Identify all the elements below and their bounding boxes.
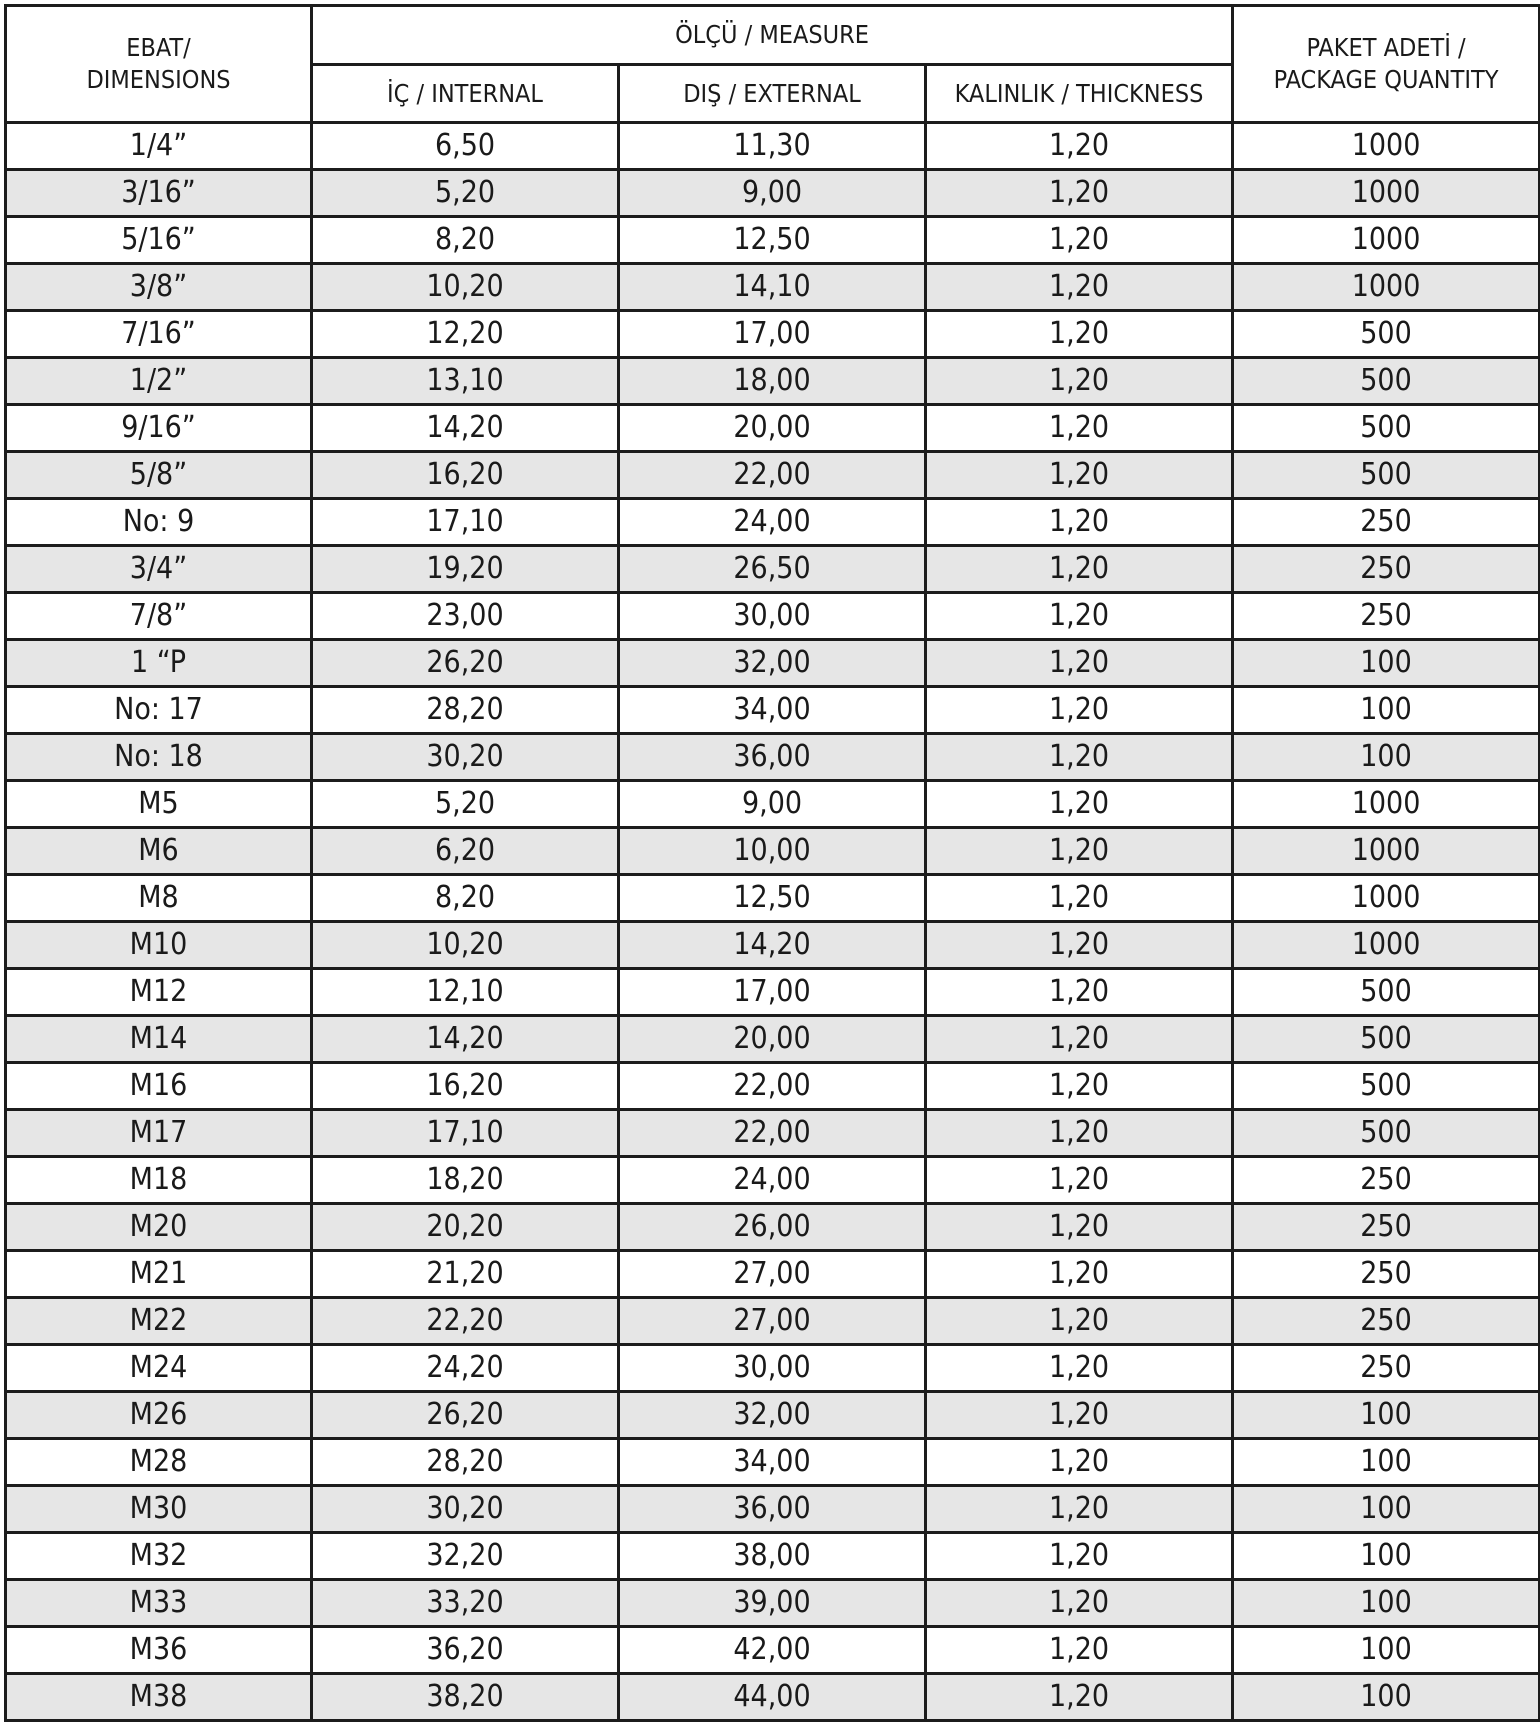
external-cell: 38,00 [619, 1533, 926, 1580]
header-external: DIŞ / EXTERNAL [619, 65, 926, 123]
thickness-cell: 1,20 [926, 264, 1233, 311]
external-cell: 22,00 [619, 452, 926, 499]
table-row [6, 734, 1540, 781]
table-row [6, 1298, 1540, 1345]
dimension-cell: 1 “P [6, 640, 312, 687]
header-measure: ÖLÇÜ / MEASURE [312, 6, 1233, 65]
external-cell: 22,00 [619, 1063, 926, 1110]
thickness-cell: 1,20 [926, 1392, 1233, 1439]
dimension-cell: M6 [6, 828, 312, 875]
external-cell: 34,00 [619, 687, 926, 734]
internal-cell: 38,20 [312, 1674, 619, 1721]
internal-cell: 16,20 [312, 452, 619, 499]
table-row [6, 1486, 1540, 1533]
external-cell: 32,00 [619, 1392, 926, 1439]
external-cell: 18,00 [619, 358, 926, 405]
thickness-cell: 1,20 [926, 123, 1233, 170]
package-quantity-cell: 1000 [1233, 264, 1540, 311]
dimension-cell: M26 [6, 1392, 312, 1439]
thickness-cell: 1,20 [926, 1063, 1233, 1110]
header-package-quantity [1233, 6, 1540, 123]
dimension-cell: M8 [6, 875, 312, 922]
dimension-cell: M5 [6, 781, 312, 828]
table-row [6, 1439, 1540, 1486]
internal-cell: 12,10 [312, 969, 619, 1016]
internal-cell: 8,20 [312, 875, 619, 922]
external-cell: 10,00 [619, 828, 926, 875]
internal-cell: 17,10 [312, 1110, 619, 1157]
package-quantity-cell: 100 [1233, 687, 1540, 734]
internal-cell: 36,20 [312, 1627, 619, 1674]
internal-cell: 32,20 [312, 1533, 619, 1580]
internal-cell: 14,20 [312, 405, 619, 452]
package-quantity-cell: 1000 [1233, 828, 1540, 875]
dimension-cell: M32 [6, 1533, 312, 1580]
package-quantity-cell: 250 [1233, 1345, 1540, 1392]
thickness-cell: 1,20 [926, 217, 1233, 264]
external-cell: 12,50 [619, 875, 926, 922]
thickness-cell: 1,20 [926, 1157, 1233, 1204]
external-cell: 22,00 [619, 1110, 926, 1157]
external-cell: 20,00 [619, 1016, 926, 1063]
thickness-cell: 1,20 [926, 875, 1233, 922]
package-quantity-cell: 250 [1233, 1251, 1540, 1298]
package-quantity-cell: 100 [1233, 1674, 1540, 1721]
dimension-cell: M17 [6, 1110, 312, 1157]
package-quantity-cell: 500 [1233, 452, 1540, 499]
package-quantity-cell: 1000 [1233, 123, 1540, 170]
internal-cell: 8,20 [312, 217, 619, 264]
package-quantity-cell: 100 [1233, 1439, 1540, 1486]
package-quantity-cell: 250 [1233, 499, 1540, 546]
thickness-cell: 1,20 [926, 170, 1233, 217]
package-quantity-cell: 500 [1233, 405, 1540, 452]
thickness-cell: 1,20 [926, 1016, 1233, 1063]
dimension-cell: M21 [6, 1251, 312, 1298]
package-quantity-cell: 100 [1233, 640, 1540, 687]
external-cell: 14,10 [619, 264, 926, 311]
table-row [6, 1674, 1540, 1721]
dimension-cell: M24 [6, 1345, 312, 1392]
internal-cell: 18,20 [312, 1157, 619, 1204]
package-quantity-cell: 500 [1233, 1110, 1540, 1157]
package-quantity-cell: 100 [1233, 1533, 1540, 1580]
thickness-cell: 1,20 [926, 1674, 1233, 1721]
package-quantity-cell: 500 [1233, 358, 1540, 405]
header-internal: İÇ / INTERNAL [312, 65, 619, 123]
table-row [6, 1392, 1540, 1439]
thickness-cell: 1,20 [926, 358, 1233, 405]
table-row [6, 640, 1540, 687]
table-row [6, 1157, 1540, 1204]
internal-cell: 26,20 [312, 1392, 619, 1439]
package-quantity-cell: 1000 [1233, 922, 1540, 969]
package-quantity-cell: 1000 [1233, 875, 1540, 922]
dimension-cell: M14 [6, 1016, 312, 1063]
dimension-cell: M38 [6, 1674, 312, 1721]
external-cell: 11,30 [619, 123, 926, 170]
external-cell: 30,00 [619, 1345, 926, 1392]
external-cell: 26,50 [619, 546, 926, 593]
external-cell: 44,00 [619, 1674, 926, 1721]
dimension-cell: No: 17 [6, 687, 312, 734]
external-cell: 24,00 [619, 499, 926, 546]
table-row [6, 828, 1540, 875]
dimension-cell: 5/16” [6, 217, 312, 264]
thickness-cell: 1,20 [926, 781, 1233, 828]
internal-cell: 10,20 [312, 922, 619, 969]
internal-cell: 13,10 [312, 358, 619, 405]
thickness-cell: 1,20 [926, 546, 1233, 593]
package-quantity-cell: 1000 [1233, 170, 1540, 217]
package-quantity-cell: 250 [1233, 1298, 1540, 1345]
dimension-cell: 3/4” [6, 546, 312, 593]
dimension-cell: M33 [6, 1580, 312, 1627]
header-dimensions-line-1: EBAT/ [126, 33, 191, 62]
thickness-cell: 1,20 [926, 311, 1233, 358]
internal-cell: 30,20 [312, 1486, 619, 1533]
table-row [6, 1204, 1540, 1251]
thickness-cell: 1,20 [926, 1439, 1233, 1486]
dimension-cell: M20 [6, 1204, 312, 1251]
thickness-cell: 1,20 [926, 1345, 1233, 1392]
internal-cell: 10,20 [312, 264, 619, 311]
thickness-cell: 1,20 [926, 922, 1233, 969]
external-cell: 27,00 [619, 1251, 926, 1298]
dimension-cell: M12 [6, 969, 312, 1016]
internal-cell: 28,20 [312, 1439, 619, 1486]
internal-cell: 6,20 [312, 828, 619, 875]
dimension-cell: 3/8” [6, 264, 312, 311]
external-cell: 9,00 [619, 781, 926, 828]
thickness-cell: 1,20 [926, 687, 1233, 734]
thickness-cell: 1,20 [926, 1486, 1233, 1533]
dimension-cell: M28 [6, 1439, 312, 1486]
header-package-quantity-line-2: PACKAGE QUANTITY [1273, 65, 1499, 94]
table-row [6, 499, 1540, 546]
thickness-cell: 1,20 [926, 1627, 1233, 1674]
dimension-cell: M22 [6, 1298, 312, 1345]
package-quantity-cell: 500 [1233, 311, 1540, 358]
table-row [6, 1251, 1540, 1298]
dimension-cell: 9/16” [6, 405, 312, 452]
external-cell: 14,20 [619, 922, 926, 969]
internal-cell: 20,20 [312, 1204, 619, 1251]
dimension-cell: 1/4” [6, 123, 312, 170]
package-quantity-cell: 1000 [1233, 781, 1540, 828]
table-row [6, 875, 1540, 922]
table-row [6, 217, 1540, 264]
dimension-cell: 7/8” [6, 593, 312, 640]
table-row [6, 1110, 1540, 1157]
table-row [6, 1580, 1540, 1627]
package-quantity-cell: 100 [1233, 1580, 1540, 1627]
table-body [6, 123, 1540, 1721]
dimension-cell: M30 [6, 1486, 312, 1533]
table-row [6, 1533, 1540, 1580]
table-row [6, 405, 1540, 452]
internal-cell: 16,20 [312, 1063, 619, 1110]
table-row [6, 1627, 1540, 1674]
internal-cell: 28,20 [312, 687, 619, 734]
table-row [6, 593, 1540, 640]
external-cell: 26,00 [619, 1204, 926, 1251]
package-quantity-cell: 1000 [1233, 217, 1540, 264]
package-quantity-cell: 500 [1233, 969, 1540, 1016]
dimension-cell: 3/16” [6, 170, 312, 217]
internal-cell: 6,50 [312, 123, 619, 170]
external-cell: 30,00 [619, 593, 926, 640]
external-cell: 32,00 [619, 640, 926, 687]
table-row [6, 1345, 1540, 1392]
external-cell: 27,00 [619, 1298, 926, 1345]
thickness-cell: 1,20 [926, 828, 1233, 875]
external-cell: 36,00 [619, 1486, 926, 1533]
package-quantity-cell: 250 [1233, 593, 1540, 640]
table-row [6, 123, 1540, 170]
table-row [6, 452, 1540, 499]
table-row [6, 781, 1540, 828]
package-quantity-cell: 100 [1233, 1392, 1540, 1439]
header-dimensions-line-2: DIMENSIONS [86, 65, 231, 94]
dimension-cell: 1/2” [6, 358, 312, 405]
dimension-cell: M36 [6, 1627, 312, 1674]
internal-cell: 24,20 [312, 1345, 619, 1392]
table-row [6, 358, 1540, 405]
thickness-cell: 1,20 [926, 452, 1233, 499]
table-row [6, 1016, 1540, 1063]
external-cell: 39,00 [619, 1580, 926, 1627]
internal-cell: 33,20 [312, 1580, 619, 1627]
table-row [6, 687, 1540, 734]
table-row [6, 1063, 1540, 1110]
table-row [6, 546, 1540, 593]
header-thickness: KALINLIK / THICKNESS [926, 65, 1233, 123]
internal-cell: 5,20 [312, 781, 619, 828]
external-cell: 34,00 [619, 1439, 926, 1486]
thickness-cell: 1,20 [926, 1251, 1233, 1298]
external-cell: 9,00 [619, 170, 926, 217]
thickness-cell: 1,20 [926, 734, 1233, 781]
internal-cell: 21,20 [312, 1251, 619, 1298]
header-dimensions [6, 6, 312, 123]
internal-cell: 12,20 [312, 311, 619, 358]
internal-cell: 5,20 [312, 170, 619, 217]
package-quantity-cell: 250 [1233, 1157, 1540, 1204]
internal-cell: 17,10 [312, 499, 619, 546]
thickness-cell: 1,20 [926, 1533, 1233, 1580]
thickness-cell: 1,20 [926, 1580, 1233, 1627]
table-row [6, 922, 1540, 969]
thickness-cell: 1,20 [926, 1298, 1233, 1345]
dimension-cell: 7/16” [6, 311, 312, 358]
internal-cell: 23,00 [312, 593, 619, 640]
thickness-cell: 1,20 [926, 405, 1233, 452]
table-header [6, 6, 1540, 123]
dimension-cell: M10 [6, 922, 312, 969]
package-quantity-cell: 250 [1233, 1204, 1540, 1251]
package-quantity-cell: 500 [1233, 1063, 1540, 1110]
thickness-cell: 1,20 [926, 499, 1233, 546]
internal-cell: 30,20 [312, 734, 619, 781]
table-row [6, 969, 1540, 1016]
package-quantity-cell: 100 [1233, 1486, 1540, 1533]
table-row [6, 170, 1540, 217]
internal-cell: 26,20 [312, 640, 619, 687]
dimension-cell: No: 18 [6, 734, 312, 781]
dimension-cell: 5/8” [6, 452, 312, 499]
external-cell: 17,00 [619, 969, 926, 1016]
header-row-top [6, 6, 1540, 65]
thickness-cell: 1,20 [926, 969, 1233, 1016]
external-cell: 17,00 [619, 311, 926, 358]
package-quantity-cell: 500 [1233, 1016, 1540, 1063]
internal-cell: 19,20 [312, 546, 619, 593]
internal-cell: 22,20 [312, 1298, 619, 1345]
table-row [6, 264, 1540, 311]
package-quantity-cell: 100 [1233, 734, 1540, 781]
dimension-cell: M16 [6, 1063, 312, 1110]
external-cell: 24,00 [619, 1157, 926, 1204]
internal-cell: 14,20 [312, 1016, 619, 1063]
package-quantity-cell: 100 [1233, 1627, 1540, 1674]
external-cell: 12,50 [619, 217, 926, 264]
external-cell: 20,00 [619, 405, 926, 452]
dimension-cell: No: 9 [6, 499, 312, 546]
thickness-cell: 1,20 [926, 1204, 1233, 1251]
external-cell: 36,00 [619, 734, 926, 781]
header-package-quantity-line-1: PAKET ADETİ / [1306, 33, 1466, 62]
external-cell: 42,00 [619, 1627, 926, 1674]
package-quantity-cell: 250 [1233, 546, 1540, 593]
thickness-cell: 1,20 [926, 1110, 1233, 1157]
table-row [6, 311, 1540, 358]
thickness-cell: 1,20 [926, 640, 1233, 687]
dimension-cell: M18 [6, 1157, 312, 1204]
thickness-cell: 1,20 [926, 593, 1233, 640]
washer-specification-table [4, 4, 1540, 1722]
